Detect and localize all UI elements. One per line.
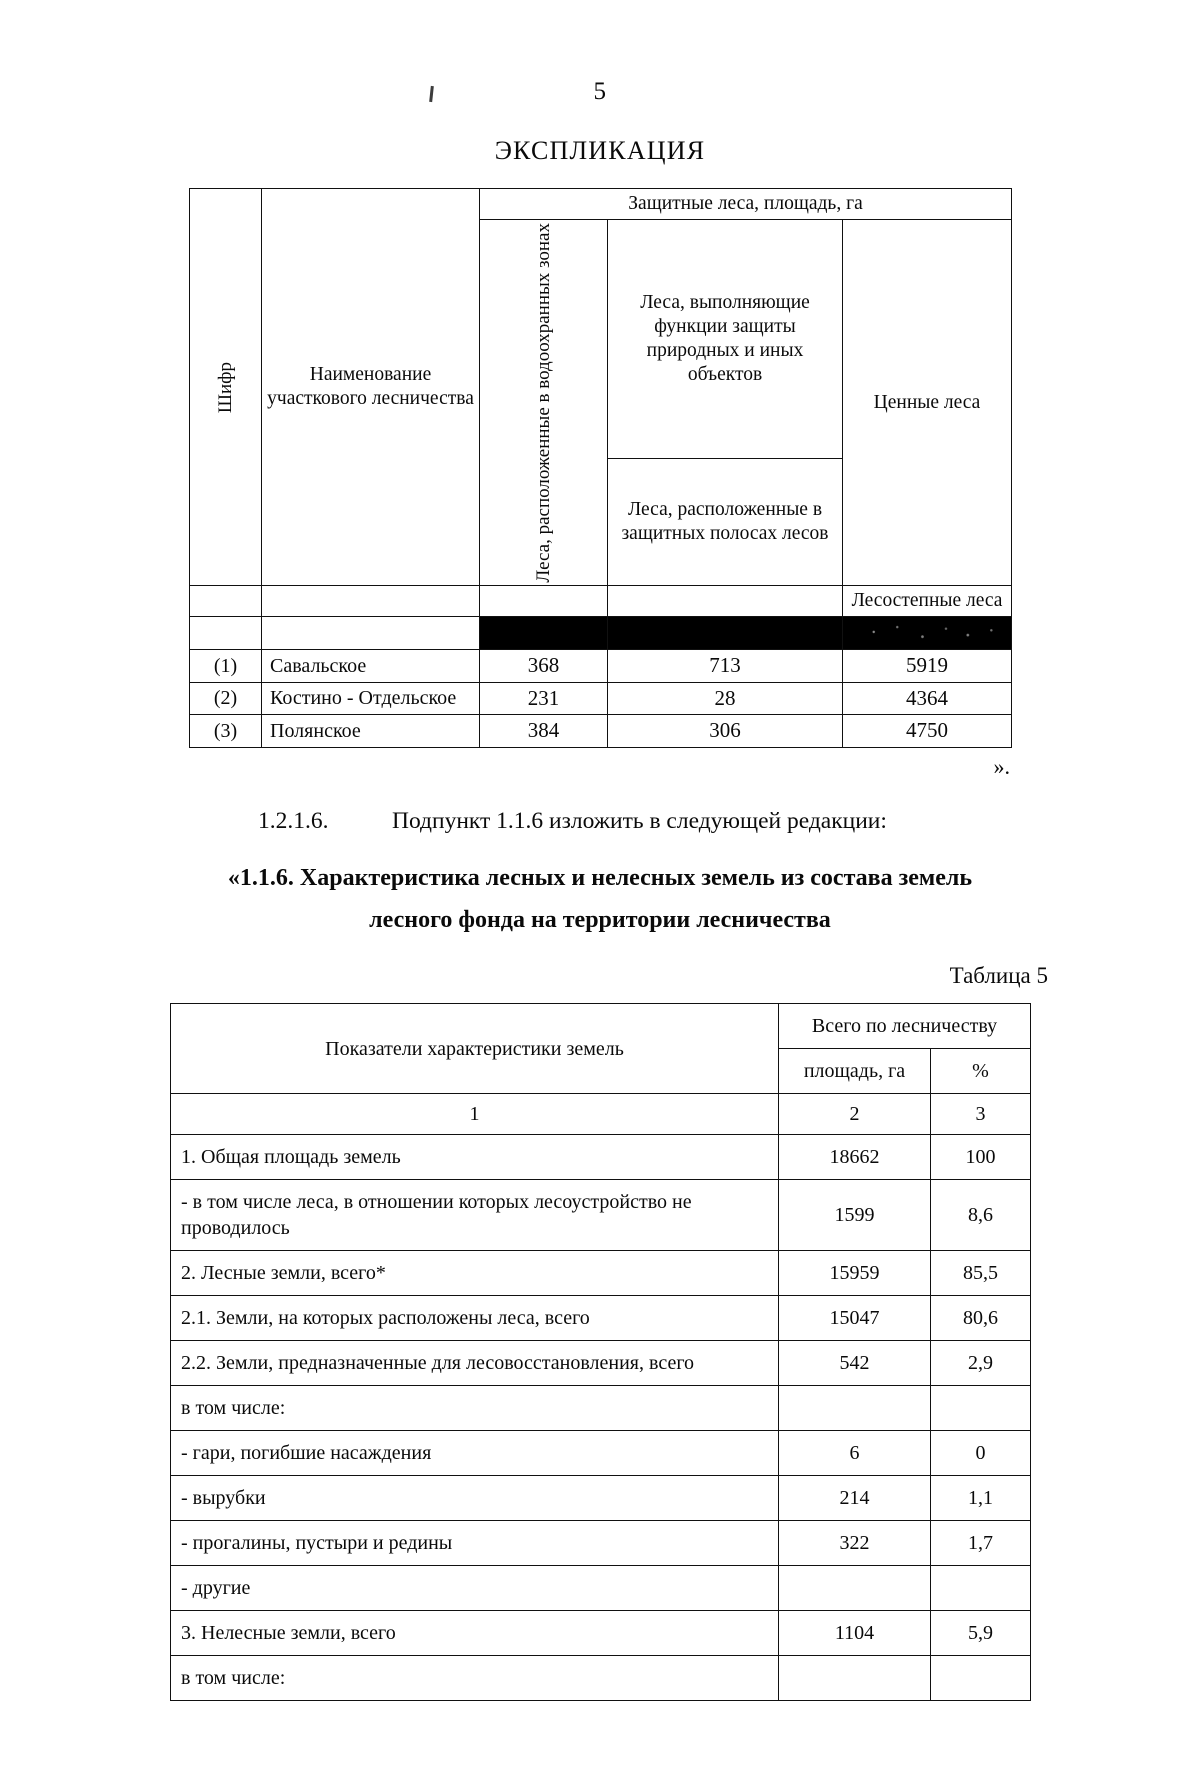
row-percent: 80,6 [931, 1296, 1031, 1341]
header-cell-water-zones [480, 219, 608, 586]
row-area: 15959 [779, 1251, 931, 1296]
clause-number: 1.2.1.6. [258, 808, 329, 835]
row-percent: 100 [931, 1135, 1031, 1180]
row-percent: 5,9 [931, 1611, 1031, 1656]
column-number-3: 3 [931, 1094, 1031, 1135]
table-row [171, 1341, 1031, 1386]
explication-table [189, 188, 1012, 748]
row-steppe-value: 4364 [843, 682, 1012, 715]
row-strips-value: 306 [608, 715, 843, 748]
row-percent: 1,7 [931, 1521, 1031, 1566]
table-row [171, 1566, 1031, 1611]
row-area [779, 1566, 931, 1611]
page-title: ЭКСПЛИКАЦИЯ [494, 136, 706, 165]
row-area [779, 1656, 931, 1701]
header-cell-protective-group: Защитные леса, площадь, га [480, 189, 1012, 220]
header-cell-area: площадь, га [779, 1049, 931, 1094]
section-heading-line-1: «1.1.6. Характеристика лесных и нелесных земель из состава земель [227, 865, 973, 892]
section-heading-line-2: лесного фонда на территории лесничества [369, 907, 831, 934]
table-row [171, 1476, 1031, 1521]
redaction-row [190, 617, 1012, 650]
clause-paragraph [0, 808, 1200, 835]
row-percent: 2,9 [931, 1341, 1031, 1386]
row-percent [931, 1656, 1031, 1701]
row-percent: 85,5 [931, 1251, 1031, 1296]
row-label: - другие [171, 1566, 779, 1611]
header-cell-protection-functions: Леса, выполняющие функции защиты природных и иных объектов [608, 219, 843, 458]
header-spacer-shifr [190, 586, 262, 617]
row-percent: 1,1 [931, 1476, 1031, 1521]
row-area: 1599 [779, 1180, 931, 1251]
header-cell-steppe-placeholder-a [480, 586, 608, 617]
row-area: 1104 [779, 1611, 931, 1656]
table-row [190, 682, 1012, 715]
row-label: 2.1. Земли, на которых расположены леса, всего [171, 1296, 779, 1341]
row-code: (3) [190, 715, 262, 748]
row-code: (1) [190, 650, 262, 683]
row-percent: 8,6 [931, 1180, 1031, 1251]
explication-table-wrapper [189, 188, 1011, 748]
row-water-value: 368 [480, 650, 608, 683]
document-page [0, 78, 1200, 1783]
table-row [171, 1611, 1031, 1656]
header-cell-forest-steppe: Лесостепные леса [843, 586, 1012, 617]
row-label: 3. Нелесные земли, всего [171, 1611, 779, 1656]
row-name: Савальское [262, 650, 480, 683]
header-spacer-func [608, 586, 843, 617]
header-cell-shifr [190, 189, 262, 586]
header-cell-valuable-forests [843, 219, 1012, 586]
row-name: Костино - Отдельское [262, 682, 480, 715]
header-water-zones-label: Леса, расположенные в водоохранных зонах [532, 222, 554, 583]
redaction-spacer-name [262, 617, 480, 650]
table5-header-row-1 [171, 1004, 1031, 1049]
header-cell-name: Наименование участкового лесничества [262, 189, 480, 586]
table5-column-number-row [171, 1094, 1031, 1135]
row-name: Полянское [262, 715, 480, 748]
table5-caption: Таблица 5 [949, 963, 1048, 989]
row-label: - прогалины, пустыри и редины [171, 1521, 779, 1566]
header-shifr-label: Шифр [214, 361, 236, 413]
table-header-row-sub3 [190, 586, 1012, 617]
row-area: 15047 [779, 1296, 931, 1341]
row-label: - в том числе леса, в отношении которых лесоустройство не проводилось [171, 1180, 779, 1251]
header-cell-protective-strips: Леса, расположенные в защитных полосах лесов [608, 458, 843, 586]
clause-text: Подпункт 1.1.6 изложить в следующей редакции: [392, 808, 887, 835]
row-strips-value: 28 [608, 682, 843, 715]
table-row [171, 1656, 1031, 1701]
land-characteristics-table [170, 1003, 1031, 1701]
header-spacer-name [262, 586, 480, 617]
row-label: 1. Общая площадь земель [171, 1135, 779, 1180]
table-row [171, 1251, 1031, 1296]
table-row [171, 1296, 1031, 1341]
table5-wrapper [170, 1003, 1030, 1701]
table-row [171, 1521, 1031, 1566]
header-cell-indicators: Показатели характеристики земель [171, 1004, 779, 1094]
row-area: 6 [779, 1431, 931, 1476]
row-label: в том числе: [171, 1386, 779, 1431]
row-label: 2. Лесные земли, всего* [171, 1251, 779, 1296]
table-header-row-group [190, 189, 1012, 220]
row-percent [931, 1566, 1031, 1611]
row-area: 542 [779, 1341, 931, 1386]
redaction-spacer-shifr [190, 617, 262, 650]
table-row [171, 1431, 1031, 1476]
row-label: в том числе: [171, 1656, 779, 1701]
row-steppe-value: 4750 [843, 715, 1012, 748]
header-valuable-top: Ценные леса [873, 391, 981, 413]
column-number-1: 1 [171, 1094, 779, 1135]
row-label: - вырубки [171, 1476, 779, 1521]
row-area: 214 [779, 1476, 931, 1521]
redaction-block-strips [608, 617, 843, 650]
row-area: 322 [779, 1521, 931, 1566]
section-heading [0, 857, 1200, 941]
redaction-block-water [480, 617, 608, 650]
row-water-value: 384 [480, 715, 608, 748]
table-row [171, 1135, 1031, 1180]
row-area: 18662 [779, 1135, 931, 1180]
row-percent [931, 1386, 1031, 1431]
table-row [171, 1386, 1031, 1431]
row-steppe-value: 5919 [843, 650, 1012, 683]
header-cell-percent: % [931, 1049, 1031, 1094]
table-row [190, 715, 1012, 748]
row-strips-value: 713 [608, 650, 843, 683]
row-code: (2) [190, 682, 262, 715]
header-cell-total-group: Всего по лесничеству [779, 1004, 1031, 1049]
page-number: 5 [593, 78, 607, 105]
row-percent: 0 [931, 1431, 1031, 1476]
row-label: 2.2. Земли, предназначенные для лесовосстановления, всего [171, 1341, 779, 1386]
table-row [190, 650, 1012, 683]
row-label: - гари, погибшие насаждения [171, 1431, 779, 1476]
table-row [171, 1180, 1031, 1251]
row-water-value: 231 [480, 682, 608, 715]
row-area [779, 1386, 931, 1431]
closing-quote: ». [993, 754, 1010, 780]
column-number-2: 2 [779, 1094, 931, 1135]
redaction-block-steppe [843, 617, 1012, 650]
